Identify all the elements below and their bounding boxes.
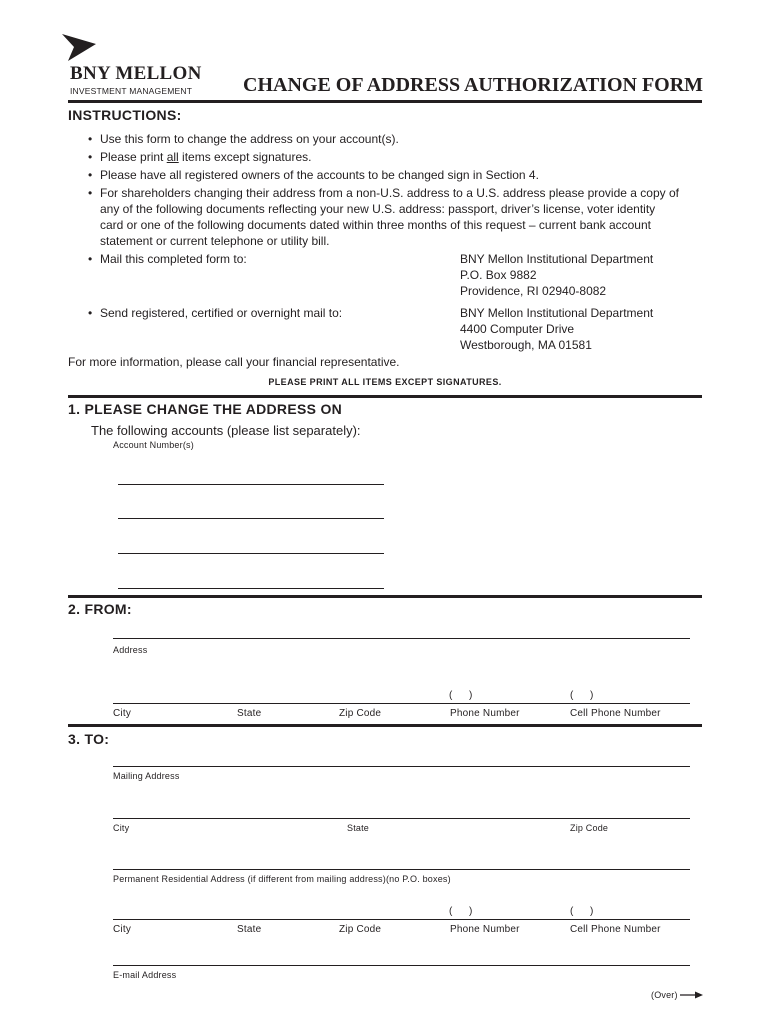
instruction-send-label: • Send registered, certified or overnight mail to: xyxy=(88,306,343,320)
to-cell-area-code: ( ) xyxy=(570,906,594,917)
from-phone-label: Phone Number xyxy=(450,708,520,719)
email-address-field[interactable] xyxy=(113,965,690,966)
permanent-zip-label: Zip Code xyxy=(339,924,382,935)
brand-name: BNY MELLON xyxy=(70,63,202,84)
section1-heading: 1. PLEASE CHANGE THE ADDRESS ON xyxy=(68,401,343,417)
to-phone-area-code: ( ) xyxy=(449,906,473,917)
from-zip-label: Zip Code xyxy=(339,708,382,719)
permanent-phone-label: Phone Number xyxy=(450,924,520,935)
section2-rule xyxy=(68,595,702,598)
from-address-field[interactable] xyxy=(113,638,690,639)
permanent-state-label: State xyxy=(237,924,262,935)
permanent-address-field[interactable] xyxy=(113,869,690,870)
permanent-city-state-zip-field[interactable] xyxy=(113,919,690,920)
to-state-label: State xyxy=(347,823,370,833)
arrow-right-icon xyxy=(680,991,704,999)
send-address: BNY Mellon Institutional Department 4400 Computer Drive Westborough, MA 01581 xyxy=(460,306,654,352)
instruction-mail-label: • Mail this completed form to: xyxy=(88,252,247,266)
brand-subtitle: INVESTMENT MANAGEMENT xyxy=(70,86,193,96)
to-mailing-address-field[interactable] xyxy=(113,766,690,767)
from-state-label: State xyxy=(237,708,262,719)
from-city-state-zip-field[interactable] xyxy=(113,703,690,704)
from-phone-area-code: ( ) xyxy=(449,690,473,701)
account-number-field-4[interactable] xyxy=(118,588,384,589)
section3-rule xyxy=(68,724,702,727)
instruction-bullet-1: • Use this form to change the address on your account(s). xyxy=(88,132,399,146)
account-number-label: Account Number(s) xyxy=(113,440,194,450)
permanent-cell-label: Cell Phone Number xyxy=(570,924,661,935)
print-note: PLEASE PRINT ALL ITEMS EXCEPT SIGNATURES. xyxy=(268,377,502,387)
section1-subheading: The following accounts (please list separately): xyxy=(91,423,361,438)
to-city-state-zip-field[interactable] xyxy=(113,818,690,819)
section2-heading: 2. FROM: xyxy=(68,601,132,617)
account-number-field-2[interactable] xyxy=(118,518,384,519)
email-address-label: E-mail Address xyxy=(113,970,177,980)
from-cell-label: Cell Phone Number xyxy=(570,708,661,719)
instruction-bullet-4: • For shareholders changing their address from a non-U.S. address to a U.S. address please provide a copy of any of the following documents reflecting your new U.S. address: passport, driver’s license, voter identity card or one of the following documents dated within three months of this request – current bank account statement or current telephone or utility bill. xyxy=(88,186,679,248)
instruction-bullet-3: • Please have all registered owners of the accounts to be changed sign in Section 4. xyxy=(88,168,539,182)
account-number-field-3[interactable] xyxy=(118,553,384,554)
form-title: CHANGE OF ADDRESS AUTHORIZATION FORM xyxy=(243,74,704,96)
to-zip-label: Zip Code xyxy=(570,823,609,833)
from-address-label: Address xyxy=(113,645,148,655)
permanent-address-label: Permanent Residential Address (if different from mailing address)(no P.O. boxes) xyxy=(113,874,451,884)
over-label: (Over) xyxy=(651,990,678,1000)
instructions-heading: INSTRUCTIONS: xyxy=(68,107,182,123)
to-city-label: City xyxy=(113,823,130,833)
section3-heading: 3. TO: xyxy=(68,731,110,747)
more-info-text: For more information, please call your financial representative. xyxy=(68,355,400,369)
mail-address: BNY Mellon Institutional Department P.O. Box 9882 Providence, RI 02940-8082 xyxy=(460,252,654,298)
from-cell-area-code: ( ) xyxy=(570,690,594,701)
permanent-city-label: City xyxy=(113,924,132,935)
to-mailing-address-label: Mailing Address xyxy=(113,771,180,781)
account-number-field-1[interactable] xyxy=(118,484,384,485)
from-city-label: City xyxy=(113,708,132,719)
title-rule xyxy=(68,100,702,103)
instruction-bullet-2: • Please print all items except signatures. xyxy=(88,150,312,164)
bny-mellon-arrow-icon xyxy=(62,34,98,62)
section1-rule xyxy=(68,395,702,398)
